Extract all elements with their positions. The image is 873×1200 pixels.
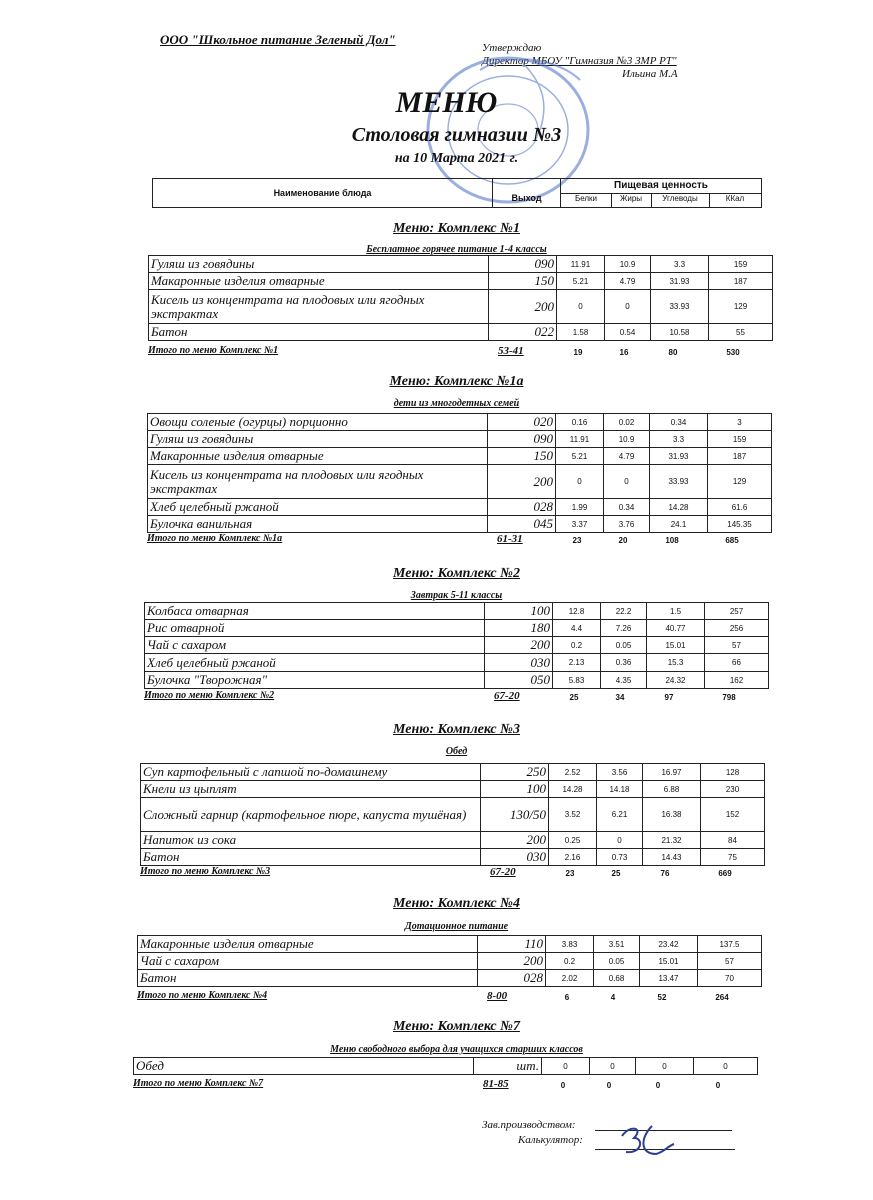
dish-name: Суп картофельный с лапшой по-домашнему bbox=[141, 764, 481, 781]
dish-name: Сложный гарнир (картофельное пюре, капуста тушёная) bbox=[141, 798, 481, 832]
dish-output: 200 bbox=[488, 465, 556, 499]
dish-name: Булочка ванильная bbox=[148, 516, 488, 533]
proteins-value: 5.21 bbox=[556, 448, 604, 465]
table-row bbox=[141, 781, 765, 798]
proteins-value: 3.37 bbox=[556, 516, 604, 533]
total-kcal: 685 bbox=[725, 536, 739, 545]
proteins-value: 12.8 bbox=[553, 603, 601, 620]
kcal-value: 145.35 bbox=[708, 516, 772, 533]
carbs-value: 16.38 bbox=[643, 798, 701, 832]
kcal-value: 75 bbox=[701, 849, 765, 866]
dish-name: Кисель из концентрата на плодовых или ягодных экстрактах bbox=[148, 465, 488, 499]
kcal-value: 3 bbox=[708, 414, 772, 431]
carbs-value: 14.28 bbox=[650, 499, 708, 516]
proteins-value: 1.58 bbox=[557, 324, 605, 341]
fats-value: 22.2 bbox=[601, 603, 647, 620]
carbs-value: 3.3 bbox=[650, 431, 708, 448]
proteins-value: 0 bbox=[556, 465, 604, 499]
table-row bbox=[141, 798, 765, 832]
total-label: Итого по меню Комплекс №1а bbox=[147, 533, 283, 544]
dish-name: Макаронные изделия отварные bbox=[148, 448, 488, 465]
carbs-value: 33.93 bbox=[651, 290, 709, 324]
total-carbs: 76 bbox=[660, 869, 670, 878]
proteins-value: 3.52 bbox=[549, 798, 597, 832]
table-row bbox=[148, 516, 772, 533]
total-code: 61-31 bbox=[497, 533, 523, 545]
carbs-value: 1.5 bbox=[647, 603, 705, 620]
dish-output: 090 bbox=[488, 431, 556, 448]
carbs-value: 3.3 bbox=[651, 256, 709, 273]
kcal-value: 61.6 bbox=[708, 499, 772, 516]
carbs-value: 14.43 bbox=[643, 849, 701, 866]
carbs-value: 31.93 bbox=[651, 273, 709, 290]
dish-output: 028 bbox=[478, 970, 546, 987]
dish-name: Колбаса отварная bbox=[145, 603, 485, 620]
fats-value: 0 bbox=[604, 465, 650, 499]
dish-output: 200 bbox=[489, 290, 557, 324]
total-proteins: 6 bbox=[564, 993, 570, 1002]
total-carbs: 108 bbox=[665, 536, 679, 545]
table-row bbox=[145, 672, 769, 689]
section-title: Меню: Комплекс №1а bbox=[389, 374, 524, 389]
total-fats: 0 bbox=[606, 1081, 612, 1090]
total-fats: 20 bbox=[618, 536, 628, 545]
table-row bbox=[145, 620, 769, 637]
total-carbs: 80 bbox=[668, 348, 678, 357]
section-subtitle: Бесплатное горячее питание 1-4 классы bbox=[366, 244, 547, 255]
dish-name: Кнели из цыплят bbox=[141, 781, 481, 798]
dish-output: 130/50 bbox=[481, 798, 549, 832]
carbs-value: 33.93 bbox=[650, 465, 708, 499]
dish-name: Напиток из сока bbox=[141, 832, 481, 849]
carbs-value: 21.32 bbox=[643, 832, 701, 849]
table-row bbox=[149, 256, 773, 273]
production-label: Зав.производством: bbox=[482, 1119, 576, 1131]
kcal-value: 70 bbox=[698, 970, 762, 987]
total-code: 67-20 bbox=[490, 866, 516, 878]
fats-value: 0 bbox=[597, 832, 643, 849]
dish-output: 110 bbox=[478, 936, 546, 953]
table-row bbox=[141, 764, 765, 781]
fats-value: 0 bbox=[605, 290, 651, 324]
fats-value: 14.18 bbox=[597, 781, 643, 798]
proteins-value: 0.2 bbox=[546, 953, 594, 970]
fats-value: 0.68 bbox=[594, 970, 640, 987]
total-code: 53-41 bbox=[498, 345, 524, 357]
kcal-value: 55 bbox=[709, 324, 773, 341]
director-name: Ильина М.А bbox=[622, 68, 678, 80]
dish-name: Овощи соленые (огурцы) порционно bbox=[148, 414, 488, 431]
total-code: 8-00 bbox=[487, 990, 508, 1002]
dish-output: 200 bbox=[478, 953, 546, 970]
header-name: Наименование блюда bbox=[153, 179, 493, 207]
table-row bbox=[148, 431, 772, 448]
kcal-value: 159 bbox=[708, 431, 772, 448]
dish-name: Батон bbox=[138, 970, 478, 987]
total-proteins: 19 bbox=[573, 348, 583, 357]
header-nutrition: Пищевая ценность bbox=[561, 179, 761, 194]
section-total bbox=[137, 990, 757, 1004]
total-kcal: 798 bbox=[722, 693, 736, 702]
kcal-value: 162 bbox=[705, 672, 769, 689]
dish-name: Макаронные изделия отварные bbox=[149, 273, 489, 290]
kcal-value: 256 bbox=[705, 620, 769, 637]
dish-output: 030 bbox=[481, 849, 549, 866]
carbs-value: 40.77 bbox=[647, 620, 705, 637]
total-code: 67-20 bbox=[494, 690, 520, 702]
kcal-value: 159 bbox=[709, 256, 773, 273]
proteins-value: 14.28 bbox=[549, 781, 597, 798]
total-proteins: 25 bbox=[569, 693, 579, 702]
dish-name: Макаронные изделия отварные bbox=[138, 936, 478, 953]
menu-table bbox=[133, 1057, 758, 1075]
total-carbs: 0 bbox=[655, 1081, 661, 1090]
table-row bbox=[141, 849, 765, 866]
section-title: Меню: Комплекс №1 bbox=[393, 221, 520, 236]
fats-value: 0.05 bbox=[594, 953, 640, 970]
total-label: Итого по меню Комплекс №1 bbox=[148, 345, 279, 356]
fats-value: 0.34 bbox=[604, 499, 650, 516]
page-subtitle: Столовая гимназии №3 bbox=[351, 124, 562, 146]
dish-output: 028 bbox=[488, 499, 556, 516]
dish-output: 200 bbox=[485, 637, 553, 654]
proteins-value: 0.16 bbox=[556, 414, 604, 431]
total-code: 81-85 bbox=[483, 1078, 509, 1090]
table-row bbox=[148, 465, 772, 499]
total-label: Итого по меню Комплекс №4 bbox=[137, 990, 268, 1001]
carbs-value: 15.01 bbox=[647, 637, 705, 654]
kcal-value: 137.5 bbox=[698, 936, 762, 953]
fats-value: 4.79 bbox=[604, 448, 650, 465]
table-row bbox=[145, 603, 769, 620]
fats-value: 3.56 bbox=[597, 764, 643, 781]
dish-name: Рис отварной bbox=[145, 620, 485, 637]
fats-value: 0.36 bbox=[601, 654, 647, 672]
menu-table bbox=[148, 255, 773, 341]
fats-value: 0.05 bbox=[601, 637, 647, 654]
carbs-value: 31.93 bbox=[650, 448, 708, 465]
dish-output: 200 bbox=[481, 832, 549, 849]
table-row bbox=[138, 970, 762, 987]
dish-output: 250 bbox=[481, 764, 549, 781]
section-subtitle: Дотационное питание bbox=[404, 921, 509, 932]
dish-name: Чай с сахаром bbox=[145, 637, 485, 654]
kcal-value: 128 bbox=[701, 764, 765, 781]
kcal-value: 152 bbox=[701, 798, 765, 832]
approve-label: Утверждаю bbox=[482, 42, 542, 54]
proteins-value: 4.4 bbox=[553, 620, 601, 637]
dish-output: 100 bbox=[481, 781, 549, 798]
table-row bbox=[141, 832, 765, 849]
kcal-value: 187 bbox=[709, 273, 773, 290]
dish-name: Гуляш из говядины bbox=[149, 256, 489, 273]
total-proteins: 23 bbox=[572, 536, 582, 545]
calculator-label: Калькулятор: bbox=[518, 1134, 583, 1146]
carbs-value: 15.3 bbox=[647, 654, 705, 672]
proteins-value: 5.21 bbox=[557, 273, 605, 290]
carbs-value: 15.01 bbox=[640, 953, 698, 970]
kcal-value: 129 bbox=[709, 290, 773, 324]
dish-output: 022 bbox=[489, 324, 557, 341]
header-carbs: Углеводы bbox=[651, 194, 710, 207]
dish-output: 150 bbox=[488, 448, 556, 465]
total-carbs: 97 bbox=[664, 693, 674, 702]
proteins-value: 2.16 bbox=[549, 849, 597, 866]
proteins-value: 2.13 bbox=[553, 654, 601, 672]
header-output: Выход bbox=[493, 179, 561, 207]
dish-name: Хлеб целебный ржаной bbox=[148, 499, 488, 516]
carbs-value: 24.1 bbox=[650, 516, 708, 533]
kcal-value: 129 bbox=[708, 465, 772, 499]
section-title: Меню: Комплекс №3 bbox=[393, 722, 520, 737]
dish-output: 100 bbox=[485, 603, 553, 620]
total-kcal: 264 bbox=[715, 993, 729, 1002]
dish-name: Булочка "Творожная" bbox=[145, 672, 485, 689]
page-title: МЕНЮ bbox=[395, 86, 498, 119]
fats-value: 10.9 bbox=[605, 256, 651, 273]
section-total bbox=[140, 866, 760, 880]
menu-table bbox=[137, 935, 762, 987]
total-fats: 25 bbox=[611, 869, 621, 878]
dish-output: 150 bbox=[489, 273, 557, 290]
table-row bbox=[148, 499, 772, 516]
carbs-value: 0.34 bbox=[650, 414, 708, 431]
proteins-value: 5.83 bbox=[553, 672, 601, 689]
kcal-value: 230 bbox=[701, 781, 765, 798]
section-subtitle: Меню свободного выбора для учащихся старших классов bbox=[330, 1044, 583, 1055]
calculator-signature bbox=[610, 1118, 690, 1163]
table-row bbox=[149, 273, 773, 290]
kcal-value: 57 bbox=[698, 953, 762, 970]
table-row bbox=[145, 654, 769, 672]
total-proteins: 23 bbox=[565, 869, 575, 878]
dish-output: шт. bbox=[474, 1058, 542, 1075]
fats-value: 3.76 bbox=[604, 516, 650, 533]
menu-date: на 10 Марта 2021 г. bbox=[394, 151, 519, 166]
dish-output: 180 bbox=[485, 620, 553, 637]
dish-name: Хлеб целебный ржаной bbox=[145, 654, 485, 672]
table-row bbox=[149, 324, 773, 341]
fats-value: 4.79 bbox=[605, 273, 651, 290]
proteins-value: 3.83 bbox=[546, 936, 594, 953]
kcal-value: 84 bbox=[701, 832, 765, 849]
kcal-value: 57 bbox=[705, 637, 769, 654]
table-header bbox=[152, 178, 762, 208]
total-fats: 16 bbox=[619, 348, 629, 357]
header-fats: Жиры bbox=[611, 194, 652, 207]
section-title: Меню: Комплекс №4 bbox=[393, 896, 520, 911]
dish-name: Кисель из концентрата на плодовых или ягодных экстрактах bbox=[149, 290, 489, 324]
total-label: Итого по меню Комплекс №2 bbox=[144, 690, 275, 701]
fats-value: 0 bbox=[590, 1058, 636, 1075]
section-title: Меню: Комплекс №7 bbox=[393, 1019, 520, 1034]
table-row bbox=[138, 953, 762, 970]
header-nutrition-group bbox=[561, 179, 761, 207]
organization-name: ООО "Школьное питание Зеленый Дол" bbox=[160, 32, 396, 47]
fats-value: 0.54 bbox=[605, 324, 651, 341]
kcal-value: 257 bbox=[705, 603, 769, 620]
proteins-value: 11.91 bbox=[556, 431, 604, 448]
carbs-value: 6.88 bbox=[643, 781, 701, 798]
proteins-value: 11.91 bbox=[557, 256, 605, 273]
carbs-value: 16.97 bbox=[643, 764, 701, 781]
kcal-value: 187 bbox=[708, 448, 772, 465]
carbs-value: 23.42 bbox=[640, 936, 698, 953]
section-subtitle: Обед bbox=[445, 746, 468, 757]
fats-value: 10.9 bbox=[604, 431, 650, 448]
section-subtitle: Завтрак 5-11 классы bbox=[410, 590, 503, 601]
table-row bbox=[138, 936, 762, 953]
total-kcal: 530 bbox=[726, 348, 740, 357]
total-fats: 4 bbox=[610, 993, 616, 1002]
table-row bbox=[148, 448, 772, 465]
fats-value: 0.02 bbox=[604, 414, 650, 431]
total-kcal: 0 bbox=[715, 1081, 721, 1090]
proteins-value: 0 bbox=[542, 1058, 590, 1075]
table-row bbox=[134, 1058, 758, 1075]
dish-output: 020 bbox=[488, 414, 556, 431]
fats-value: 3.51 bbox=[594, 936, 640, 953]
fats-value: 4.35 bbox=[601, 672, 647, 689]
total-carbs: 52 bbox=[657, 993, 667, 1002]
fats-value: 7.26 bbox=[601, 620, 647, 637]
carbs-value: 24.32 bbox=[647, 672, 705, 689]
header-proteins: Белки bbox=[561, 194, 612, 207]
menu-table bbox=[144, 602, 769, 689]
carbs-value: 13.47 bbox=[640, 970, 698, 987]
section-subtitle: дети из многодетных семей bbox=[393, 398, 520, 409]
proteins-value: 0.25 bbox=[549, 832, 597, 849]
proteins-value: 0 bbox=[557, 290, 605, 324]
total-proteins: 0 bbox=[560, 1081, 566, 1090]
dish-name: Чай с сахаром bbox=[138, 953, 478, 970]
total-label: Итого по меню Комплекс №3 bbox=[140, 866, 271, 877]
table-row bbox=[149, 290, 773, 324]
section-total bbox=[144, 690, 764, 704]
dish-name: Батон bbox=[149, 324, 489, 341]
proteins-value: 2.02 bbox=[546, 970, 594, 987]
dish-output: 050 bbox=[485, 672, 553, 689]
section-total bbox=[148, 345, 768, 359]
total-fats: 34 bbox=[615, 693, 625, 702]
section-total bbox=[133, 1078, 753, 1092]
section-title: Меню: Комплекс №2 bbox=[393, 566, 520, 581]
table-row bbox=[148, 414, 772, 431]
header-kcal: ККал bbox=[725, 194, 745, 203]
section-total bbox=[147, 533, 767, 547]
proteins-value: 1.99 bbox=[556, 499, 604, 516]
dish-name: Обед bbox=[134, 1058, 474, 1075]
menu-table bbox=[140, 763, 765, 866]
total-label: Итого по меню Комплекс №7 bbox=[133, 1078, 264, 1089]
dish-name: Гуляш из говядины bbox=[148, 431, 488, 448]
kcal-value: 66 bbox=[705, 654, 769, 672]
fats-value: 6.21 bbox=[597, 798, 643, 832]
carbs-value: 0 bbox=[636, 1058, 694, 1075]
proteins-value: 2.52 bbox=[549, 764, 597, 781]
proteins-value: 0.2 bbox=[553, 637, 601, 654]
total-kcal: 669 bbox=[718, 869, 732, 878]
dish-output: 090 bbox=[489, 256, 557, 273]
fats-value: 0.73 bbox=[597, 849, 643, 866]
table-row bbox=[145, 637, 769, 654]
dish-name: Батон bbox=[141, 849, 481, 866]
menu-table bbox=[147, 413, 772, 533]
carbs-value: 10.58 bbox=[651, 324, 709, 341]
dish-output: 030 bbox=[485, 654, 553, 672]
kcal-value: 0 bbox=[694, 1058, 758, 1075]
dish-output: 045 bbox=[488, 516, 556, 533]
director-line: Директор МБОУ "Гимназия №3 ЗМР РТ" bbox=[482, 55, 677, 67]
